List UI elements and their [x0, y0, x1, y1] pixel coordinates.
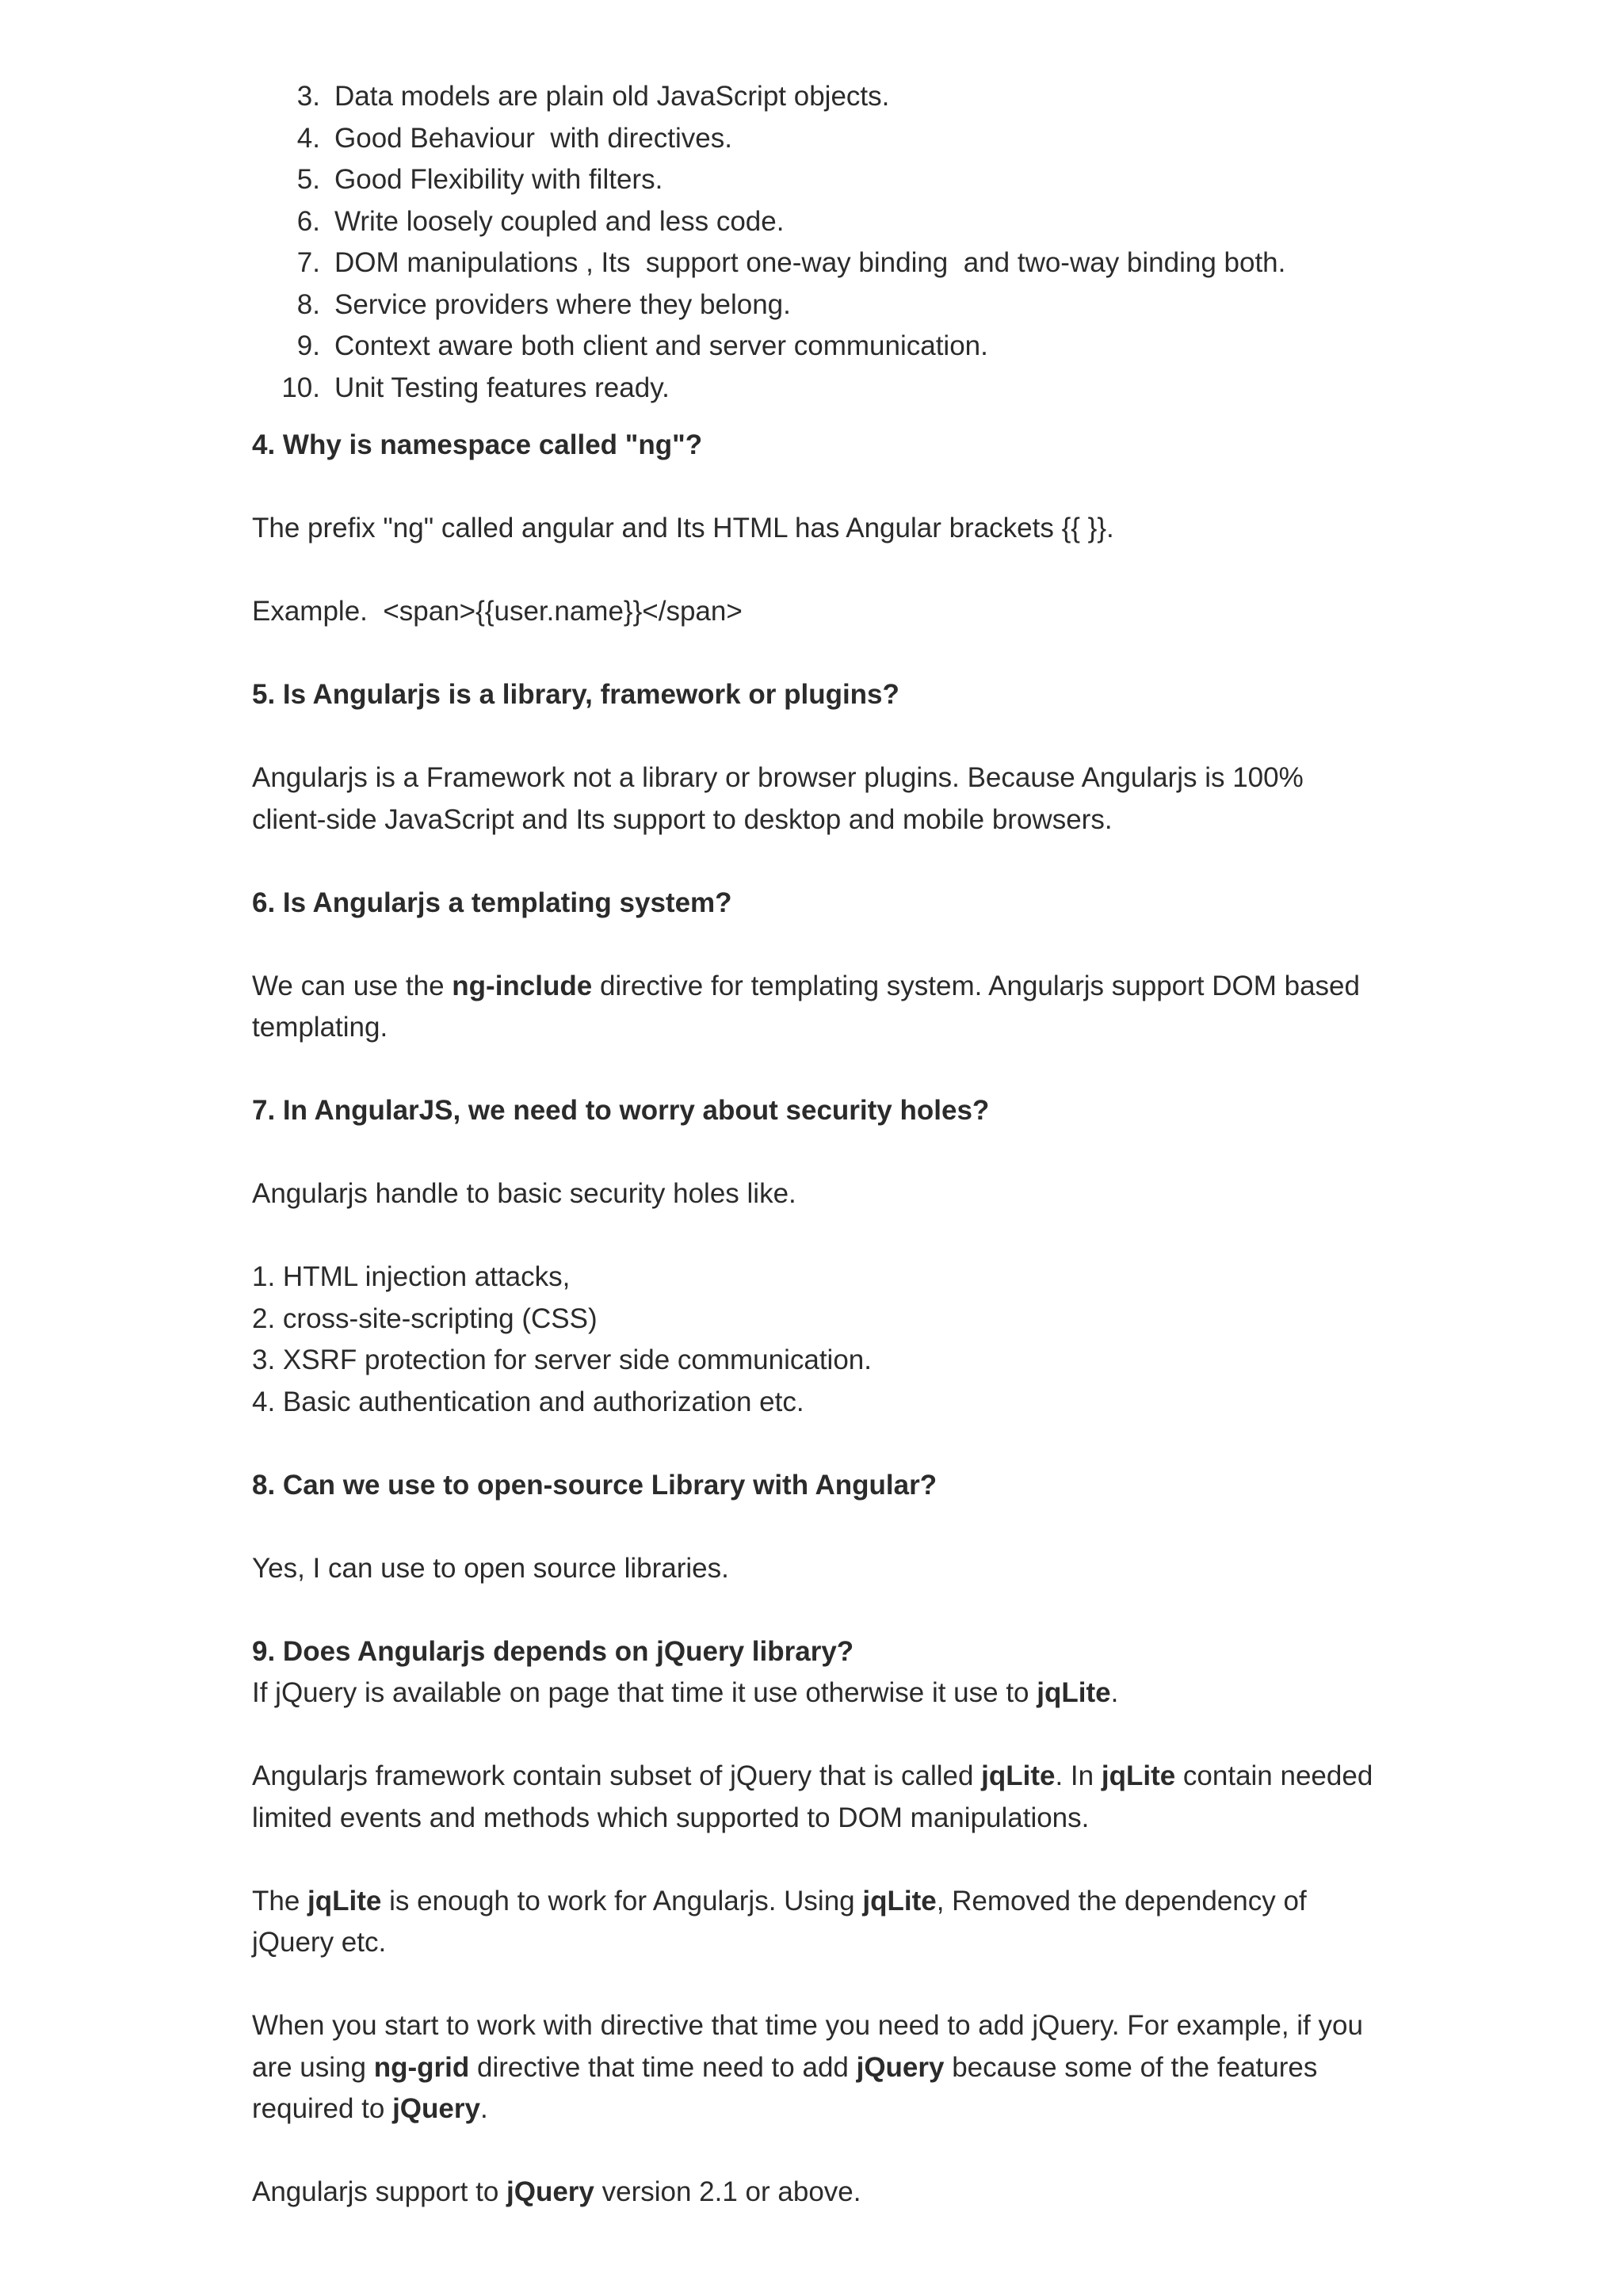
list-item: 3. XSRF protection for server side communication.: [252, 1344, 872, 1375]
list-item: 10. Unit Testing features ready.: [281, 372, 670, 403]
question-4-answer: The prefix "ng" called angular and Its HTML has Angular brackets {{ }}.: [252, 513, 1114, 543]
list-item: 2. cross-site-scripting (CSS): [252, 1302, 598, 1334]
question-9-answer-5: Angularjs support to jQuery version 2.1 or above.: [252, 2176, 861, 2207]
question-9-heading: 9. Does Angularjs depends on jQuery library?: [252, 1635, 854, 1667]
question-9-answer-1: If jQuery is available on page that time it use otherwise it use to jqLite.: [252, 1677, 1119, 1708]
question-5-answer: Angularjs is a Framework not a library or browser plugins. Because Angularjs is 100% client-side JavaScript and Its support to desktop and mobile browsers.: [252, 762, 1304, 835]
list-item: 8. Service providers where they belong.: [296, 288, 791, 320]
question-5-heading: 5. Is Angularjs is a library, framework or plugins?: [252, 679, 899, 710]
list-item: 3. Data models are plain old JavaScript objects.: [296, 81, 890, 112]
list-item: 6. Write loosely coupled and less code.: [296, 205, 785, 237]
question-9-answer-2: Angularjs framework contain subset of jQuery that is called jqLite. In jqLite contain needed limited events and methods which supported to DOM manipulations.: [252, 1760, 1373, 1833]
list-item: 7. DOM manipulations , Its support one-way binding and two-way binding both.: [296, 247, 1286, 278]
question-8-heading: 8. Can we use to open-source Library with Angular?: [252, 1469, 938, 1501]
list-item: 1. HTML injection attacks,: [252, 1261, 571, 1292]
list-item: 9. Context aware both client and server communication.: [296, 330, 988, 361]
security-holes-list: [252, 1257, 1377, 1423]
document-body: [252, 76, 1377, 2214]
list-item: 5. Good Flexibility with filters.: [296, 164, 663, 195]
question-8-answer: Yes, I can use to open source libraries.: [252, 1552, 729, 1584]
question-4-heading: 4. Why is namespace called "ng"?: [252, 429, 703, 460]
question-7-answer: Angularjs handle to basic security holes like.: [252, 1178, 796, 1209]
question-9-answer-4: When you start to work with directive that time you need to add jQuery. For example, if you are using ng-grid directive that time need to add jQuery because some of the features required to jQuery.: [252, 2010, 1363, 2124]
question-6-heading: 6. Is Angularjs a templating system?: [252, 887, 732, 918]
features-list: [252, 76, 1377, 409]
list-item: 4. Basic authentication and authorization etc.: [252, 1386, 804, 1417]
question-6-answer: We can use the ng-include directive for templating system. Angularjs support DOM based templating.: [252, 970, 1360, 1043]
question-9-answer-3: The jqLite is enough to work for Angularjs. Using jqLite, Removed the dependency of jQuery etc.: [252, 1885, 1307, 1958]
question-4-example: Example. <span>{{user.name}}</span>: [252, 596, 743, 627]
list-item: 4. Good Behaviour with directives.: [296, 122, 732, 154]
question-7-heading: 7. In AngularJS, we need to worry about security holes?: [252, 1095, 990, 1126]
